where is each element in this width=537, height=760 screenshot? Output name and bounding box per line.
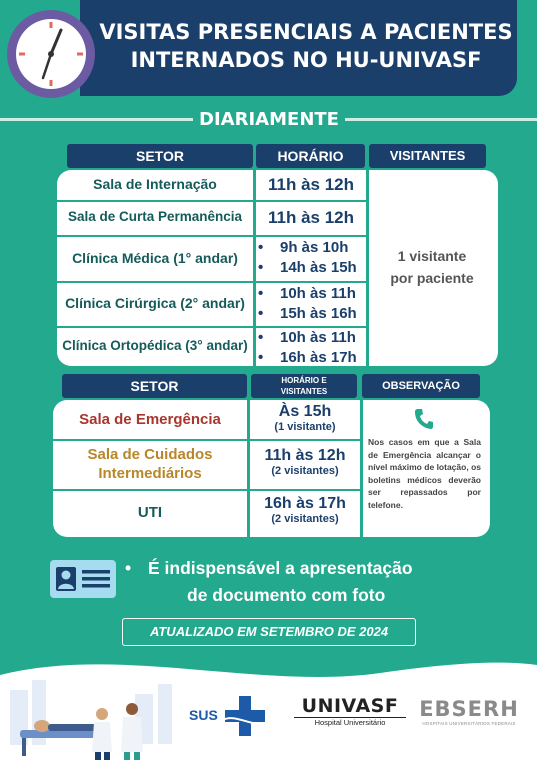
table-row: Clínica Ortopédica (3° andar) [62,338,248,353]
time-cell: 16h às 17h (2 visitantes) [264,495,346,525]
document-bullet: • [125,558,132,578]
ebserh-logo: EBSERH HOSPITAIS UNIVERSITÁRIOS FEDERAIS [419,697,519,726]
id-card-icon [50,560,116,598]
time-list: • 10h às 11h • 15h às 16h [258,284,366,324]
time-list: • 9h às 10h • 14h às 15h [258,238,366,278]
table1-row-divider [57,235,368,237]
visitors-per-patient: 1 visitante por paciente [390,248,474,286]
time-list: • 10h às 11h • 16h às 17h [258,328,366,368]
table-row: UTI [137,504,163,521]
document-notice: É indispensável a apresentação de documento com foto [148,558,413,605]
table1-header-visitantes: VISITANTES [369,144,486,168]
univasf-logo: UNIVASF Hospital Universitário [290,696,410,728]
observation-text: Nos casos em que a Sala de Emergência alcançar o nível máximo de lotação, os boletins médicos deverão ser repassados por telefone. [368,437,481,510]
table2-header-observacao: OBSERVAÇÃO [362,374,480,398]
table-row: Clínica Médica (1° andar) [72,250,238,266]
table-row: Sala de Emergência [79,411,221,428]
time-cell: 11h às 12h [267,175,354,194]
table1-header-setor: SETOR [67,144,253,168]
table2-col-divider [360,400,363,537]
table2-row-divider [53,439,362,441]
table2-header-horario: HORÁRIO E VISITANTES [251,374,357,398]
table1-row-divider [57,281,368,283]
time-cell: 11h às 12h (2 visitantes) [264,447,346,477]
time-cell: 11h às 12h [267,208,354,227]
clock-icon [5,8,97,100]
time-cell: Às 15h (1 visitante) [274,403,336,433]
updated-date: ATUALIZADO EM SETEMBRO DE 2024 [122,618,416,646]
table-row: Clínica Cirúrgica (2° andar) [65,295,245,311]
sus-logo-text: SUS [189,707,218,723]
page-title: VISITAS PRESENCIAIS A PACIENTES INTERNADOS NO HU-UNIVASF [99,20,513,72]
table2-header-setor: SETOR [62,374,247,398]
table1-row-divider [57,200,368,202]
table-row: Sala de Internação [93,176,217,192]
table2-row-divider [53,489,362,491]
hospital-illustration [0,672,180,760]
phone-icon [414,408,434,430]
sus-cross-logo [225,696,265,736]
section-heading-diariamente: DIARIAMENTE [193,106,345,134]
table-row: Sala de Cuidados Intermediários [87,446,213,482]
table-row: Sala de Curta Permanência [67,209,243,224]
table1-header-horario: HORÁRIO [256,144,365,168]
